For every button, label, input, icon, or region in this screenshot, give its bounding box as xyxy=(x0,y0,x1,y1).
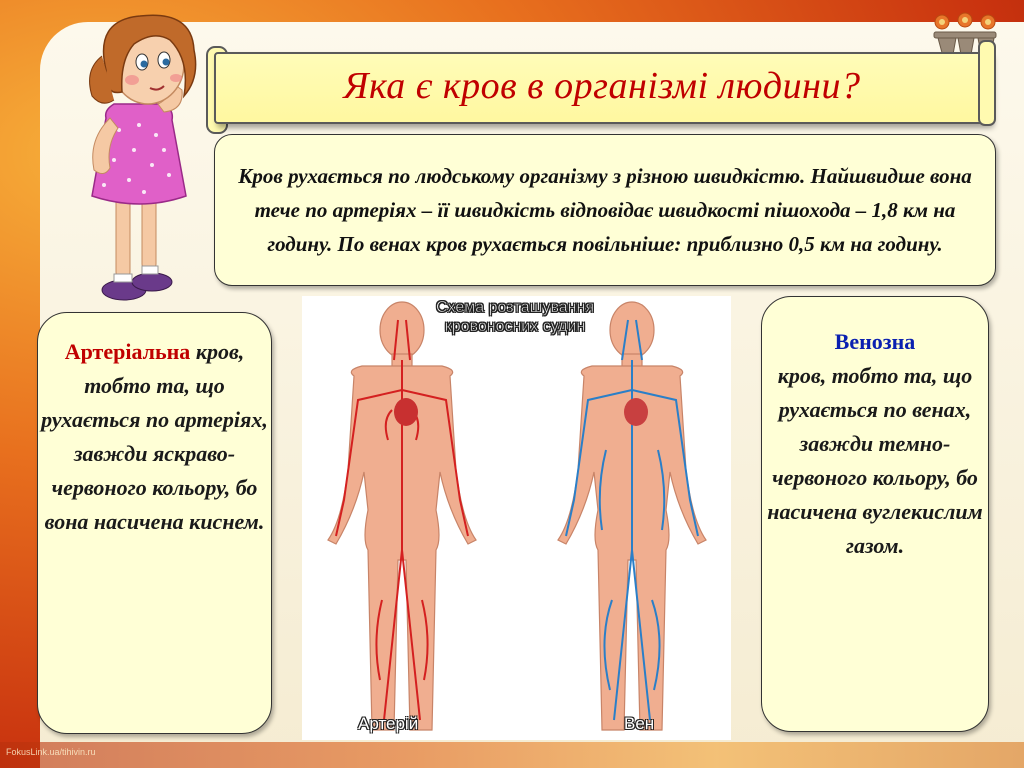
arterial-description: кров, тобто та, що рухається по артеріях, завжди яскраво-червоного кольору, бо вона насичена киснем. xyxy=(41,339,268,534)
intro-text: Кров рухається по людському організму з різною швидкістю. Найшвидше вона тече по артеріях – її швидкість відповідає швидкості пішохода – 1,8 км на годину. По венах кров рухається повільніше: приблизно 0,5 км на годину. xyxy=(238,164,972,256)
venous-blood-box xyxy=(761,296,989,732)
arterial-blood-box xyxy=(37,312,272,734)
vessels-figure xyxy=(302,296,731,740)
arteries-label: Артерій xyxy=(358,714,419,733)
slide-title: Яка є кров в організмі людини? xyxy=(343,65,861,107)
vein-body xyxy=(558,302,706,730)
arterial-blood-text xyxy=(38,335,271,539)
venous-highlight: Венозна xyxy=(834,329,916,354)
scroll-curl-right xyxy=(978,40,996,126)
watermark: FokusLink.ua/tihivin.ru xyxy=(6,747,96,757)
veins-label: Вен xyxy=(624,714,655,733)
diagram-title: Схема розташування кровоносних судин xyxy=(435,299,594,335)
venous-blood-text xyxy=(762,325,988,563)
blood-vessels-diagram xyxy=(302,296,731,740)
bottom-strip xyxy=(0,742,1024,768)
cartoon-girl-illustration xyxy=(44,0,214,312)
venous-description: кров, тобто та, що рухається по венах, завжди темно-червоного кольору, бо насичена вуглекислим газом. xyxy=(767,363,983,558)
intro-textbox xyxy=(214,134,996,286)
artery-body xyxy=(328,302,476,730)
arterial-highlight: Артеріальна xyxy=(64,339,191,364)
